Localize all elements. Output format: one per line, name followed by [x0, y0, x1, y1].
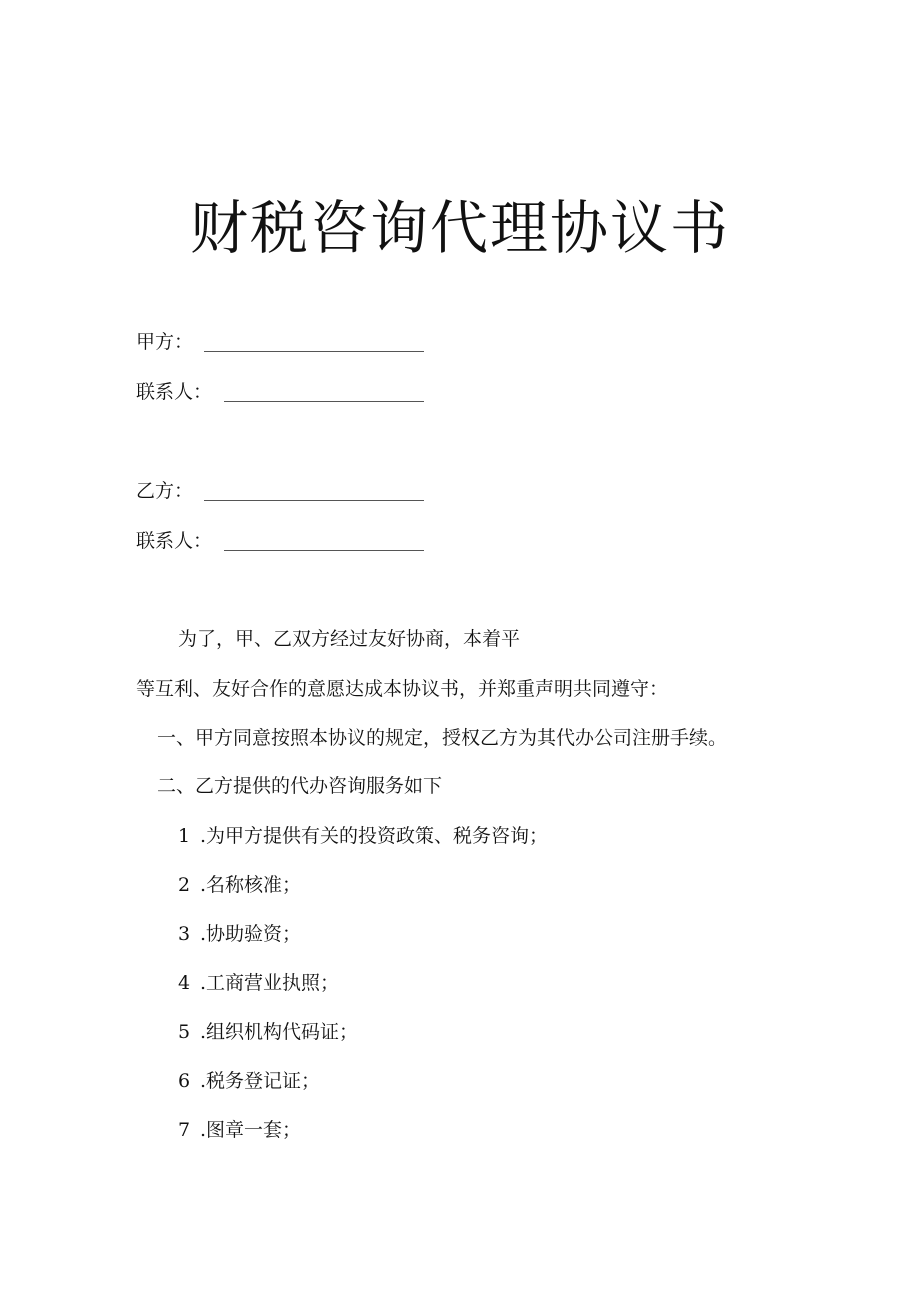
service-item-text: .税务登记证； [200, 1070, 321, 1092]
service-item-number: 4 [178, 972, 191, 994]
party-a-name-label: 甲方： [136, 331, 194, 353]
party-b-name-label: 乙方： [136, 480, 194, 502]
service-item-text: .协助验资； [200, 923, 302, 945]
party-a-name-blank[interactable] [204, 351, 424, 352]
service-item-number: 5 [178, 1021, 191, 1043]
service-item [178, 1116, 301, 1144]
service-item-number: 1 [178, 825, 191, 847]
intro-line-1: 为了，甲、乙双方经过友好协商，本着平 [178, 628, 521, 650]
document-title: 财税咨询代理协议书 [189, 194, 730, 262]
party-b-contact-blank[interactable] [224, 550, 424, 551]
service-item [178, 1018, 358, 1046]
service-item-number: 7 [178, 1119, 191, 1141]
service-item-text: .图章一套； [200, 1119, 302, 1141]
service-item-number: 2 [178, 874, 191, 896]
service-item-text: .组织机构代码证； [200, 1021, 359, 1043]
service-item-number: 6 [178, 1070, 191, 1092]
party-a-contact-blank[interactable] [224, 401, 424, 402]
clause-2: 二、乙方提供的代办咨询服务如下 [157, 775, 443, 797]
service-item [178, 871, 301, 899]
intro-line-2: 等互利、友好合作的意愿达成本协议书，并郑重声明共同遵守： [136, 678, 669, 700]
service-item [178, 1067, 320, 1095]
service-item-text: .为甲方提供有关的投资政策、税务咨询； [200, 825, 549, 847]
service-item [178, 920, 301, 948]
service-item-text: .工商营业执照； [200, 972, 340, 994]
party-b-contact-label: 联系人： [136, 530, 213, 552]
service-item [178, 969, 339, 997]
service-item [178, 822, 548, 850]
party-a-contact-label: 联系人： [136, 381, 213, 403]
party-b-name-blank[interactable] [204, 500, 424, 501]
service-item-text: .名称核准； [200, 874, 302, 896]
service-item-number: 3 [178, 923, 191, 945]
clause-1: 一、甲方同意按照本协议的规定，授权乙方为其代办公司注册手续。 [157, 727, 728, 749]
